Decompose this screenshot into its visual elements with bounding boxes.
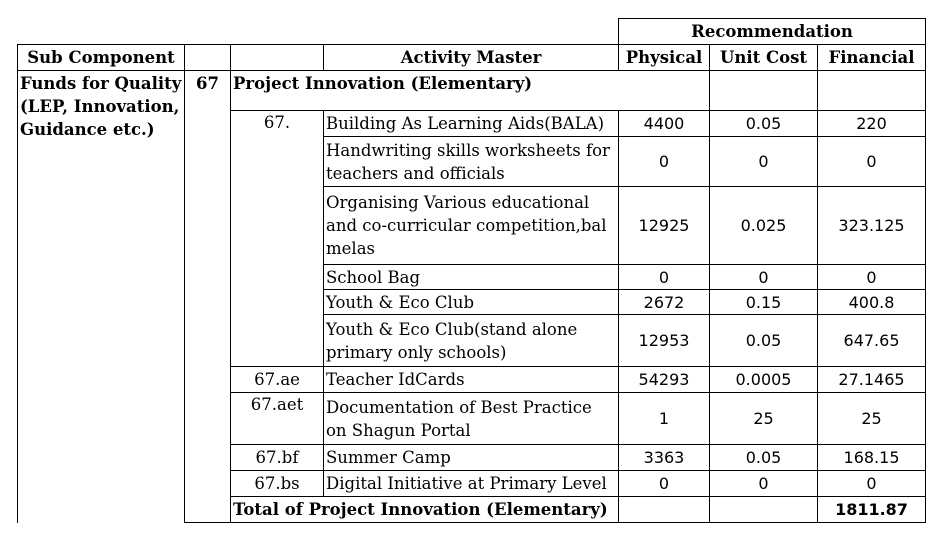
physical-cell: 4400 bbox=[619, 111, 710, 137]
financial-cell: 0 bbox=[818, 137, 926, 187]
unit-cost-cell: 0 bbox=[710, 471, 818, 497]
physical-cell: 12925 bbox=[619, 187, 710, 265]
total-financial-cell: 1811.87 bbox=[818, 497, 926, 523]
group-physical-cell bbox=[619, 71, 710, 111]
physical-cell: 54293 bbox=[619, 367, 710, 393]
financial-cell: 220 bbox=[818, 111, 926, 137]
financial-cell: 323.125 bbox=[818, 187, 926, 265]
activity-cell: Summer Camp bbox=[324, 445, 619, 471]
physical-cell: 12953 bbox=[619, 315, 710, 367]
sub-component-cell: Funds for Quality (LEP, Innovation, Guidance etc.) bbox=[18, 71, 185, 523]
financial-header: Financial bbox=[818, 45, 926, 71]
total-physical-cell bbox=[619, 497, 710, 523]
recommendation-table bbox=[17, 18, 926, 523]
physical-cell: 3363 bbox=[619, 445, 710, 471]
activity-code-cell: 67.aet bbox=[231, 393, 324, 445]
financial-cell: 400.8 bbox=[818, 290, 926, 315]
physical-cell: 0 bbox=[619, 137, 710, 187]
activity-code-cell: 67.ae bbox=[231, 367, 324, 393]
unit-cost-cell: 25 bbox=[710, 393, 818, 445]
financial-cell: 0 bbox=[818, 471, 926, 497]
total-label-cell: Total of Project Innovation (Elementary) bbox=[231, 497, 619, 523]
financial-cell: 647.65 bbox=[818, 315, 926, 367]
activity-cell: Documentation of Best Practice on Shagun Portal bbox=[324, 393, 619, 445]
group-title-cell: Project Innovation (Elementary) bbox=[231, 71, 619, 111]
physical-cell: 1 bbox=[619, 393, 710, 445]
physical-cell: 0 bbox=[619, 265, 710, 290]
group-unit-cost-cell bbox=[710, 71, 818, 111]
financial-cell: 168.15 bbox=[818, 445, 926, 471]
unit-cost-header: Unit Cost bbox=[710, 45, 818, 71]
physical-header: Physical bbox=[619, 45, 710, 71]
activity-cell: School Bag bbox=[324, 265, 619, 290]
physical-cell: 0 bbox=[619, 471, 710, 497]
major-code-cell: 67 bbox=[185, 71, 231, 523]
header-blank-cell bbox=[18, 19, 619, 45]
unit-cost-cell: 0.025 bbox=[710, 187, 818, 265]
activity-cell: Teacher IdCards bbox=[324, 367, 619, 393]
activity-cell: Youth & Eco Club(stand alone primary only schools) bbox=[324, 315, 619, 367]
unit-cost-cell: 0.15 bbox=[710, 290, 818, 315]
physical-cell: 2672 bbox=[619, 290, 710, 315]
activity-cell: Handwriting skills worksheets for teachers and officials bbox=[324, 137, 619, 187]
unit-cost-cell: 0.0005 bbox=[710, 367, 818, 393]
activity-cell: Building As Learning Aids(BALA) bbox=[324, 111, 619, 137]
activity-code-cell: 67.bf bbox=[231, 445, 324, 471]
unit-cost-cell: 0.05 bbox=[710, 111, 818, 137]
activity-code-cell: 67.bs bbox=[231, 471, 324, 497]
unit-cost-cell: 0.05 bbox=[710, 315, 818, 367]
group-financial-cell bbox=[818, 71, 926, 111]
financial-cell: 27.1465 bbox=[818, 367, 926, 393]
sub-component-header: Sub Component bbox=[18, 45, 185, 71]
unit-cost-cell: 0 bbox=[710, 265, 818, 290]
activity-master-header: Activity Master bbox=[324, 45, 619, 71]
financial-cell: 0 bbox=[818, 265, 926, 290]
unit-cost-cell: 0.05 bbox=[710, 445, 818, 471]
total-unit-cost-cell bbox=[710, 497, 818, 523]
unit-cost-cell: 0 bbox=[710, 137, 818, 187]
header-empty-code bbox=[185, 45, 231, 71]
financial-cell: 25 bbox=[818, 393, 926, 445]
activity-cell: Digital Initiative at Primary Level bbox=[324, 471, 619, 497]
recommendation-header: Recommendation bbox=[619, 19, 926, 45]
header-empty-subcode bbox=[231, 45, 324, 71]
activity-code-cell: 67. bbox=[231, 111, 324, 367]
activity-cell: Organising Various educational and co-curricular competition,bal melas bbox=[324, 187, 619, 265]
activity-cell: Youth & Eco Club bbox=[324, 290, 619, 315]
